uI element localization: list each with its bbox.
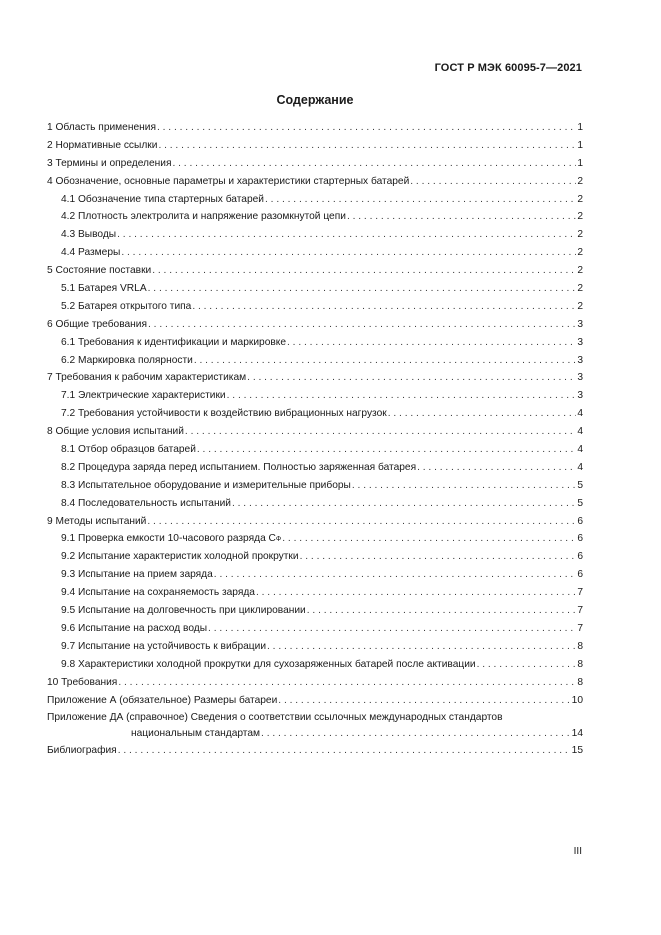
leader-dots bbox=[410, 173, 576, 191]
toc-entry-page: 7 bbox=[577, 605, 583, 617]
toc-entry-page: 6 bbox=[577, 551, 583, 563]
toc-entry-label: 6.2 Маркировка полярности bbox=[61, 354, 193, 366]
leader-dots bbox=[247, 369, 576, 387]
leader-dots bbox=[307, 602, 577, 620]
toc-entry-label: Библиография bbox=[47, 745, 117, 757]
toc-entry-label: 10 Требования bbox=[47, 676, 118, 688]
toc-entry[interactable] bbox=[47, 584, 583, 602]
leader-dots bbox=[265, 191, 576, 209]
toc-entry[interactable] bbox=[47, 334, 583, 352]
page-number: III bbox=[573, 846, 582, 857]
toc-entry-page: 5 bbox=[577, 497, 583, 509]
toc-entry-page: 2 bbox=[577, 211, 583, 223]
toc-entry-page: 6 bbox=[577, 533, 583, 545]
toc-entry[interactable] bbox=[47, 280, 583, 298]
toc-entry-label: 9.2 Испытание характеристик холодной прокрутки bbox=[61, 551, 299, 563]
toc-entry-page: 7 bbox=[577, 622, 583, 634]
toc-entry-label: 6 Общие требования bbox=[47, 318, 148, 330]
toc-entry-label: 9.6 Испытание на расход воды bbox=[61, 622, 208, 634]
toc-entry[interactable] bbox=[47, 173, 583, 191]
toc-entry-label: 8 Общие условия испытаний bbox=[47, 426, 184, 438]
leader-dots bbox=[261, 725, 571, 742]
toc-entry-label: 9.4 Испытание на сохраняемость заряда bbox=[61, 587, 255, 599]
toc-entry-page: 1 bbox=[577, 122, 583, 133]
toc-entry-label: 9.7 Испытание на устойчивость к вибрации bbox=[61, 640, 267, 652]
toc-entry-label: 7 Требования к рабочим характеристикам bbox=[47, 372, 247, 384]
leader-dots bbox=[227, 387, 577, 405]
leader-dots bbox=[118, 742, 571, 760]
toc-entry-page: 8 bbox=[577, 658, 583, 670]
toc-entry-page: 3 bbox=[577, 318, 583, 330]
toc-entry[interactable] bbox=[47, 208, 583, 226]
toc-entry-page: 4 bbox=[577, 408, 583, 420]
toc-entry[interactable] bbox=[47, 477, 583, 495]
toc-entry[interactable] bbox=[47, 548, 583, 566]
toc-entry[interactable] bbox=[47, 495, 583, 513]
toc-entry-label: 9.3 Испытание на прием заряда bbox=[61, 569, 213, 581]
toc-entry-page: 4 bbox=[577, 444, 583, 456]
toc-entry-label: 8.3 Испытательное оборудование и измерительные приборы bbox=[61, 479, 351, 491]
leader-dots bbox=[194, 352, 577, 370]
toc-entry-page: 3 bbox=[577, 354, 583, 366]
leader-dots bbox=[352, 477, 576, 495]
toc-entry[interactable] bbox=[47, 191, 583, 209]
leader-dots bbox=[267, 638, 576, 656]
leader-dots bbox=[417, 459, 576, 477]
toc-entry-page: 6 bbox=[577, 515, 583, 527]
toc-entry-label: 7.2 Требования устойчивости к воздействию вибрационных нагрузок bbox=[61, 408, 387, 420]
toc-entry[interactable] bbox=[47, 369, 583, 387]
toc-entry-label: 9 Методы испытаний bbox=[47, 515, 147, 527]
leader-dots bbox=[148, 280, 577, 298]
toc-entry-page: 2 bbox=[577, 229, 583, 241]
leader-dots bbox=[152, 262, 576, 280]
toc-entry[interactable] bbox=[47, 638, 583, 656]
toc-entry-page: 1 bbox=[577, 139, 583, 151]
toc-entry[interactable] bbox=[47, 387, 583, 405]
toc-entry-label: 9.1 Проверка емкости 10-часового разряда C bbox=[61, 533, 276, 545]
toc-entry-label: 4 Обозначение, основные параметры и характеристики стартерных батарей bbox=[47, 175, 410, 187]
leader-dots bbox=[197, 441, 576, 459]
toc-entry-page: 4 bbox=[577, 426, 583, 438]
leader-dots bbox=[232, 495, 576, 513]
toc-entry-label: 9.8 Характеристики холодной прокрутки для сухозаряженных батарей после активации bbox=[61, 658, 476, 670]
leader-dots bbox=[147, 513, 576, 531]
toc-entry-page: 2 bbox=[577, 265, 583, 277]
leader-dots bbox=[192, 298, 576, 316]
leader-dots bbox=[172, 155, 576, 173]
toc-entry-label: Приложение ДА (справочное) Сведения о соответствии ссылочных международных стандартов bbox=[47, 712, 503, 724]
toc-entry[interactable] bbox=[47, 423, 583, 441]
toc-entry-label: 4.2 Плотность электролита и напряжение разомкнутой цепи bbox=[61, 211, 346, 223]
toc-entry-label: 5.2 Батарея открытого типа bbox=[61, 300, 192, 312]
toc-entries bbox=[47, 119, 583, 709]
leader-dots bbox=[287, 334, 576, 352]
toc-entry-page: 2 bbox=[577, 175, 583, 187]
toc-entry[interactable] bbox=[47, 352, 583, 370]
toc-entry-label-continued: национальным стандартам bbox=[131, 728, 261, 740]
toc-entry-label: 5 Состояние поставки bbox=[47, 265, 152, 277]
toc-entry-page: 6 bbox=[577, 569, 583, 581]
toc-entry[interactable] bbox=[47, 137, 583, 155]
toc-entry-label: 8.2 Процедура заряда перед испытанием. Полностью заряженная батарея bbox=[61, 461, 417, 473]
leader-dots bbox=[208, 620, 576, 638]
toc-entry-label: 4.3 Выводы bbox=[61, 229, 117, 241]
leader-dots bbox=[282, 530, 576, 548]
toc-entry[interactable] bbox=[47, 405, 583, 423]
toc-entry-label: 8.1 Отбор образцов батарей bbox=[61, 444, 196, 456]
toc-entry[interactable] bbox=[47, 155, 583, 173]
leader-dots bbox=[300, 548, 577, 566]
toc-entry-page: 8 bbox=[577, 676, 583, 688]
leader-dots bbox=[388, 405, 577, 423]
toc-entry[interactable] bbox=[47, 441, 583, 459]
toc-entry-page: 4 bbox=[577, 461, 583, 473]
leader-dots bbox=[157, 119, 576, 137]
toc-entry-page: 2 bbox=[577, 193, 583, 205]
leader-dots bbox=[347, 208, 576, 226]
toc-entry-label: 3 Термины и определения bbox=[47, 157, 172, 169]
toc-entry[interactable] bbox=[47, 530, 583, 548]
toc-entry-page: 10 bbox=[571, 694, 583, 706]
toc-entry-page: 2 bbox=[577, 300, 583, 312]
leader-dots bbox=[477, 656, 577, 674]
toc-entry-page: 3 bbox=[577, 372, 583, 384]
document-code: ГОСТ Р МЭК 60095-7—2021 bbox=[434, 62, 582, 74]
table-of-contents bbox=[47, 119, 583, 760]
toc-entry-label: 9.5 Испытание на долговечность при циклировании bbox=[61, 605, 306, 617]
toc-title: Содержание bbox=[276, 93, 354, 107]
toc-entry[interactable] bbox=[47, 316, 583, 334]
leader-dots bbox=[117, 226, 576, 244]
toc-entry-annex-da[interactable] bbox=[47, 710, 583, 742]
toc-entry-page: 3 bbox=[577, 390, 583, 402]
toc-entry-page: 15 bbox=[571, 745, 583, 757]
toc-entry[interactable] bbox=[47, 692, 583, 710]
toc-entry[interactable] bbox=[47, 566, 583, 584]
toc-entry-label: 6.1 Требования к идентификации и маркировке bbox=[61, 336, 287, 348]
toc-entry-page: 14 bbox=[571, 728, 583, 740]
toc-entry[interactable] bbox=[47, 620, 583, 638]
toc-entry[interactable] bbox=[47, 459, 583, 477]
leader-dots bbox=[185, 423, 576, 441]
toc-entry-label: 4.1 Обозначение типа стартерных батарей bbox=[61, 193, 264, 205]
leader-dots bbox=[121, 244, 576, 262]
toc-entry-label: 2 Нормативные ссылки bbox=[47, 139, 158, 151]
leader-dots bbox=[158, 137, 576, 155]
toc-entry[interactable] bbox=[47, 602, 583, 620]
toc-entry-bibliography[interactable] bbox=[47, 742, 583, 760]
leader-dots bbox=[278, 692, 570, 710]
toc-entry-label: 4.4 Размеры bbox=[61, 247, 121, 259]
leader-dots bbox=[214, 566, 577, 584]
leader-dots bbox=[118, 674, 576, 692]
toc-entry-label: 5.1 Батарея VRLA bbox=[61, 283, 147, 295]
toc-entry-page: 1 bbox=[577, 157, 583, 169]
leader-dots bbox=[148, 316, 576, 334]
toc-entry-label: 1 Область применения bbox=[47, 122, 156, 133]
toc-entry[interactable] bbox=[47, 298, 583, 316]
toc-entry-subscript: Ф bbox=[275, 536, 282, 544]
toc-entry-page: 2 bbox=[577, 247, 583, 259]
toc-entry-page: 8 bbox=[577, 640, 583, 652]
toc-entry[interactable] bbox=[47, 656, 583, 674]
toc-entry-label: 8.4 Последовательность испытаний bbox=[61, 497, 231, 509]
toc-entry[interactable] bbox=[47, 119, 583, 137]
toc-entry-page: 3 bbox=[577, 336, 583, 348]
toc-entry[interactable] bbox=[47, 674, 583, 692]
toc-entry[interactable] bbox=[47, 513, 583, 531]
toc-entry-label: Приложение А (обязательное) Размеры батареи bbox=[47, 694, 278, 706]
toc-entry-page: 2 bbox=[577, 283, 583, 295]
toc-entry-label: 7.1 Электрические характеристики bbox=[61, 390, 226, 402]
toc-entry[interactable] bbox=[47, 262, 583, 280]
toc-entry[interactable] bbox=[47, 244, 583, 262]
toc-entry-page: 5 bbox=[577, 479, 583, 491]
leader-dots bbox=[256, 584, 576, 602]
toc-entry[interactable] bbox=[47, 226, 583, 244]
toc-entry-page: 7 bbox=[577, 587, 583, 599]
